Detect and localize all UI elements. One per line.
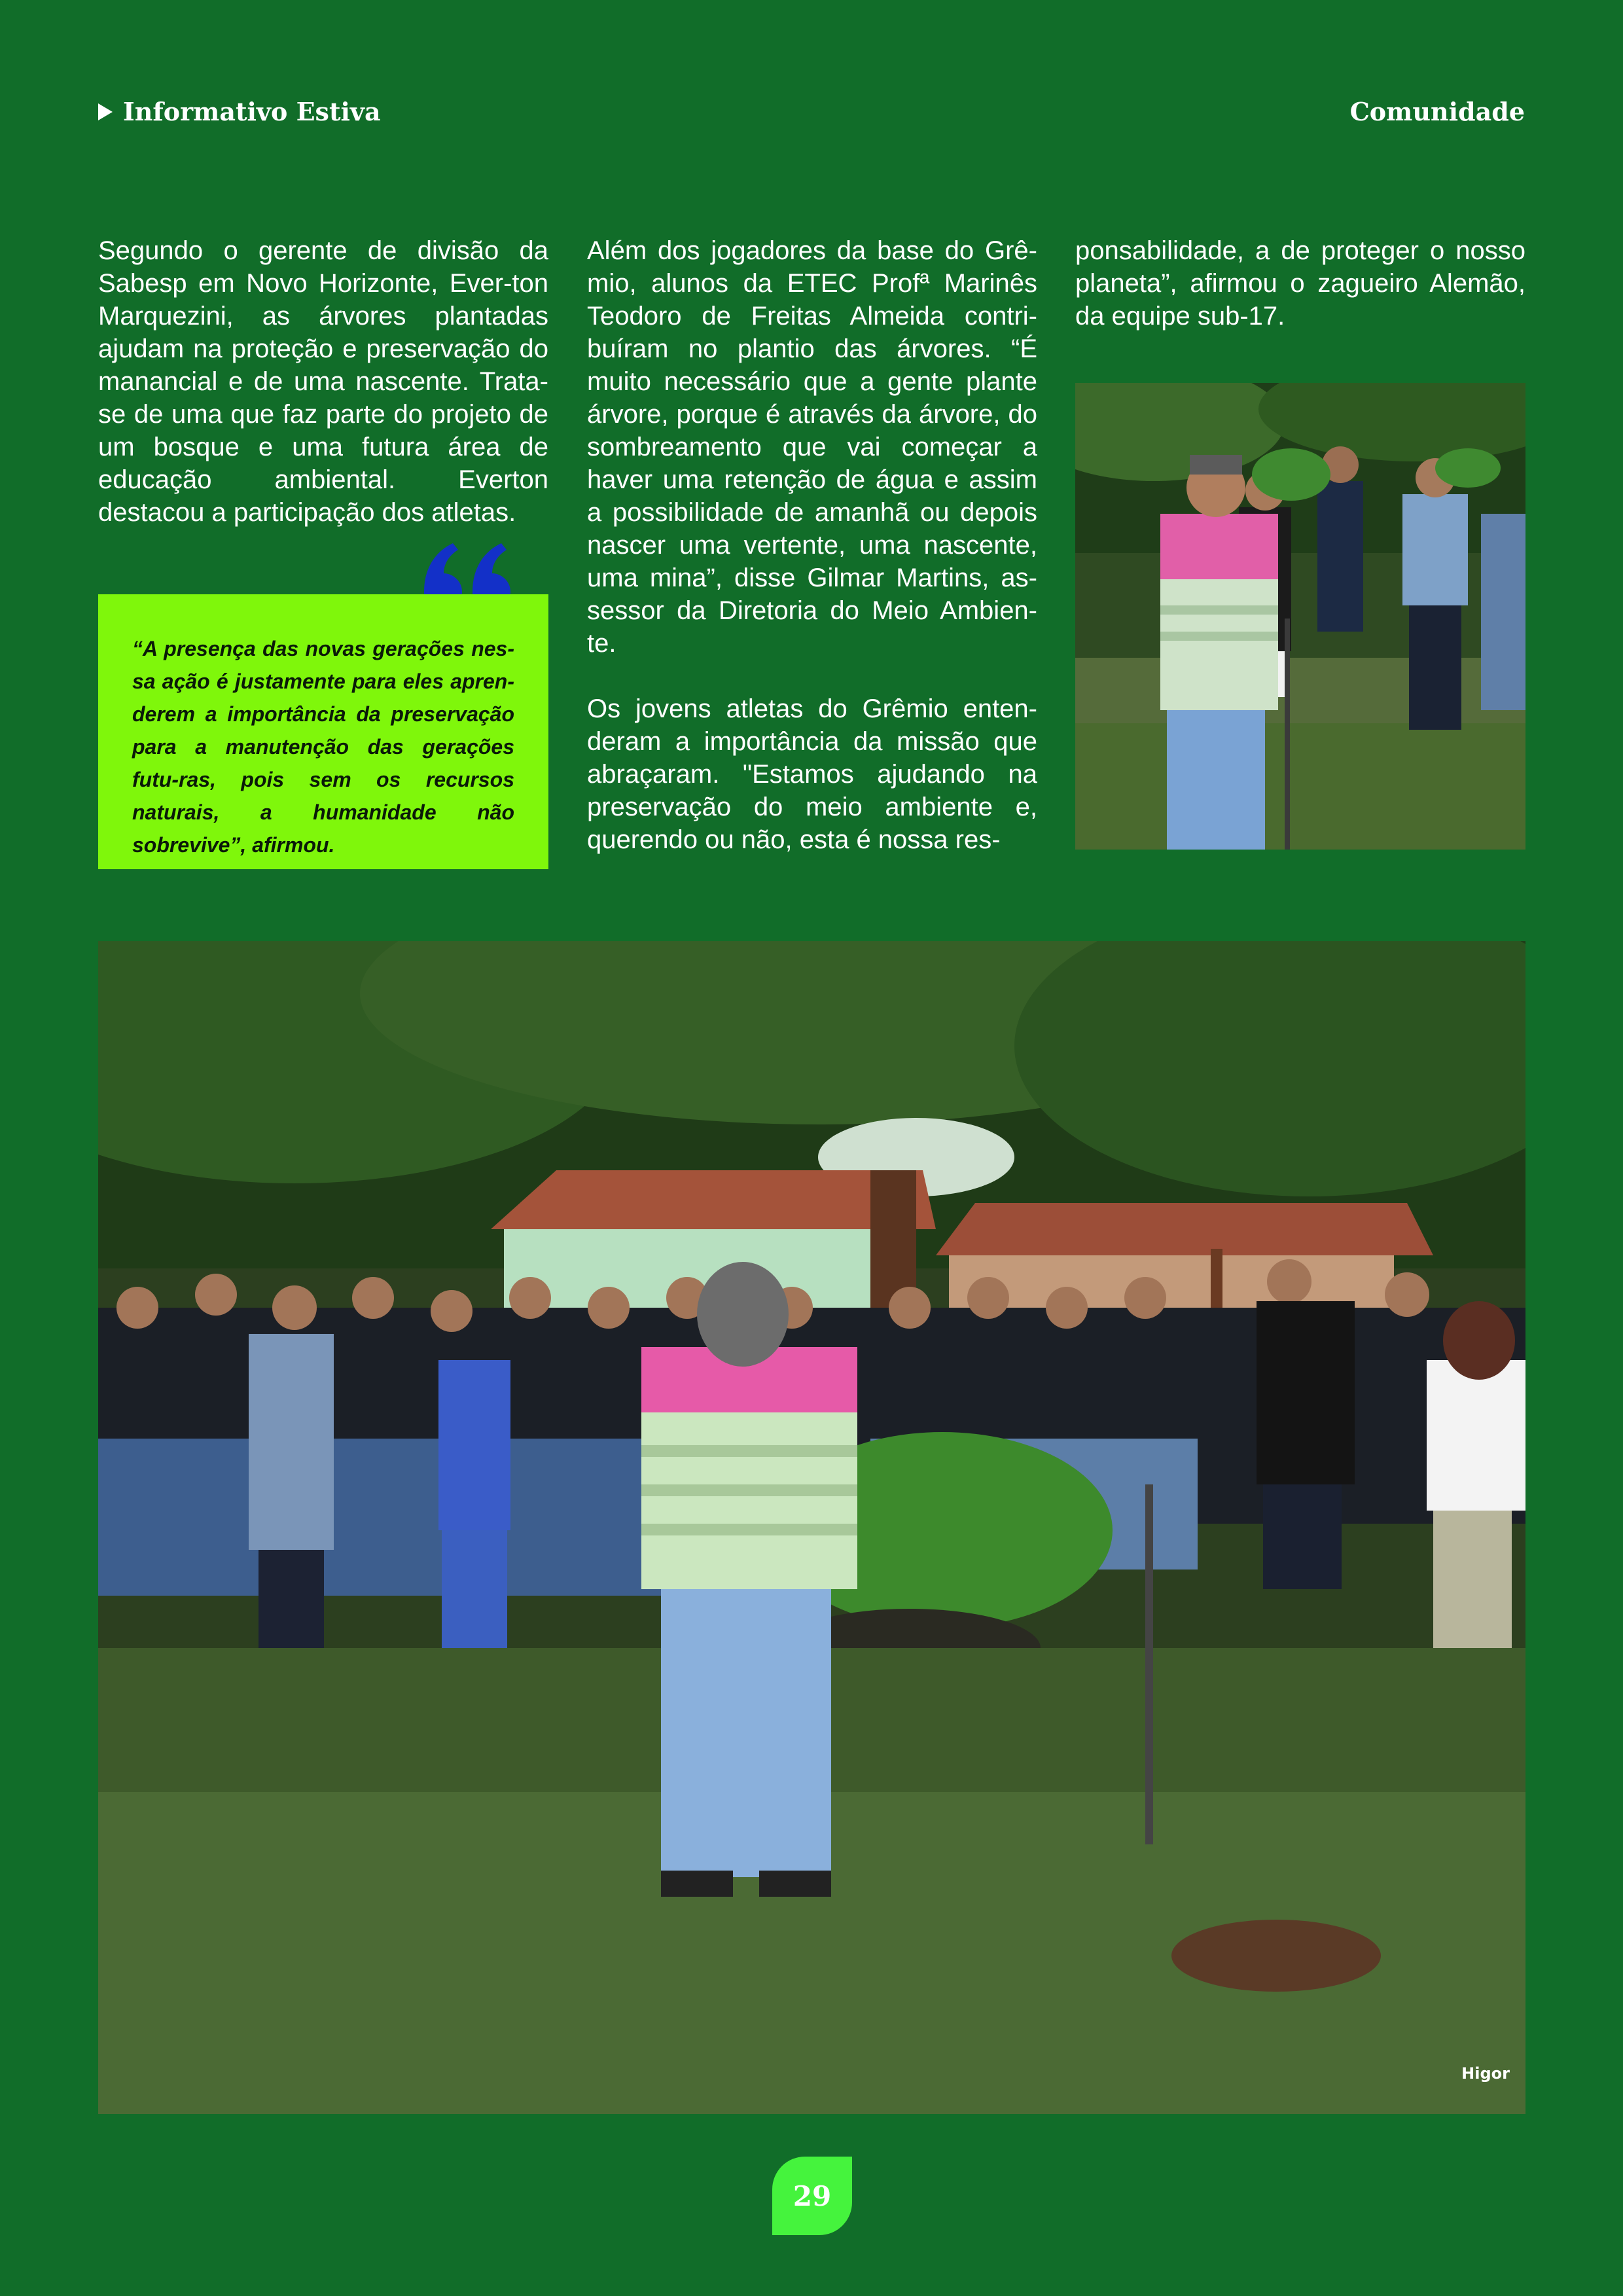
section-title: Comunidade	[1349, 97, 1525, 126]
publication-name: Informativo Estiva	[123, 97, 381, 126]
photo-tree-planting-crowd	[98, 941, 1525, 2114]
paragraph: Além dos jogadores da base do Grê-mio, alunos da ETEC Profª Marinês Teodoro de Freitas Almeida contri-buíram no plantio das árvores. “É muito necessário que a gente plante árvore, porque é através da árvore, do sombreamento que vai começar a haver uma retenção de água e assim a possibilidade de amanhã ou depois nascer uma vertente, uma nascente, uma mina”, disse Gilmar Martins, as-sessor da Diretoria do Meio Ambien-te.	[587, 236, 1037, 658]
article-column-2	[587, 234, 1037, 889]
paragraph: ponsabilidade, a de proteger o nosso planeta”, afirmou o zagueiro Alemão, da equipe sub-17.	[1075, 236, 1525, 331]
photo-illustration	[98, 941, 1525, 2114]
paragraph: Os jovens atletas do Grêmio enten-deram a importância da missão que abraçaram. "Estamos ajudando na preservação do meio ambiente e, querendo ou não, esta é nossa res-	[587, 694, 1037, 854]
article-column-1	[98, 234, 548, 562]
pull-quote	[98, 594, 548, 869]
publication-title	[98, 97, 381, 126]
triangle-bullet-icon	[98, 103, 113, 120]
pull-quote-text: “A presença das novas gerações nes-sa ação é justamente para eles apren-derem a importância da preservação para a manutenção das gerações futu-ras, pois sem os recursos naturais, a humanidade não sobrevive”, afirmou.	[132, 637, 514, 857]
page-number: 29	[772, 2157, 852, 2235]
paragraph: Segundo o gerente de divisão da Sabesp em Novo Horizonte, Ever-ton Marquezini, as árvores plantadas ajudam na proteção e preservação do manancial e de uma nascente. Trata-se de uma que faz parte do projeto de um bosque e uma futura área de educação ambiental. Everton destacou a participação dos atletas.	[98, 236, 548, 527]
photo-speaker-with-athletes	[1075, 383, 1525, 850]
article-column-3	[1075, 234, 1525, 365]
photo-credit: Higor	[1461, 2064, 1510, 2083]
photo-illustration	[1075, 383, 1525, 850]
